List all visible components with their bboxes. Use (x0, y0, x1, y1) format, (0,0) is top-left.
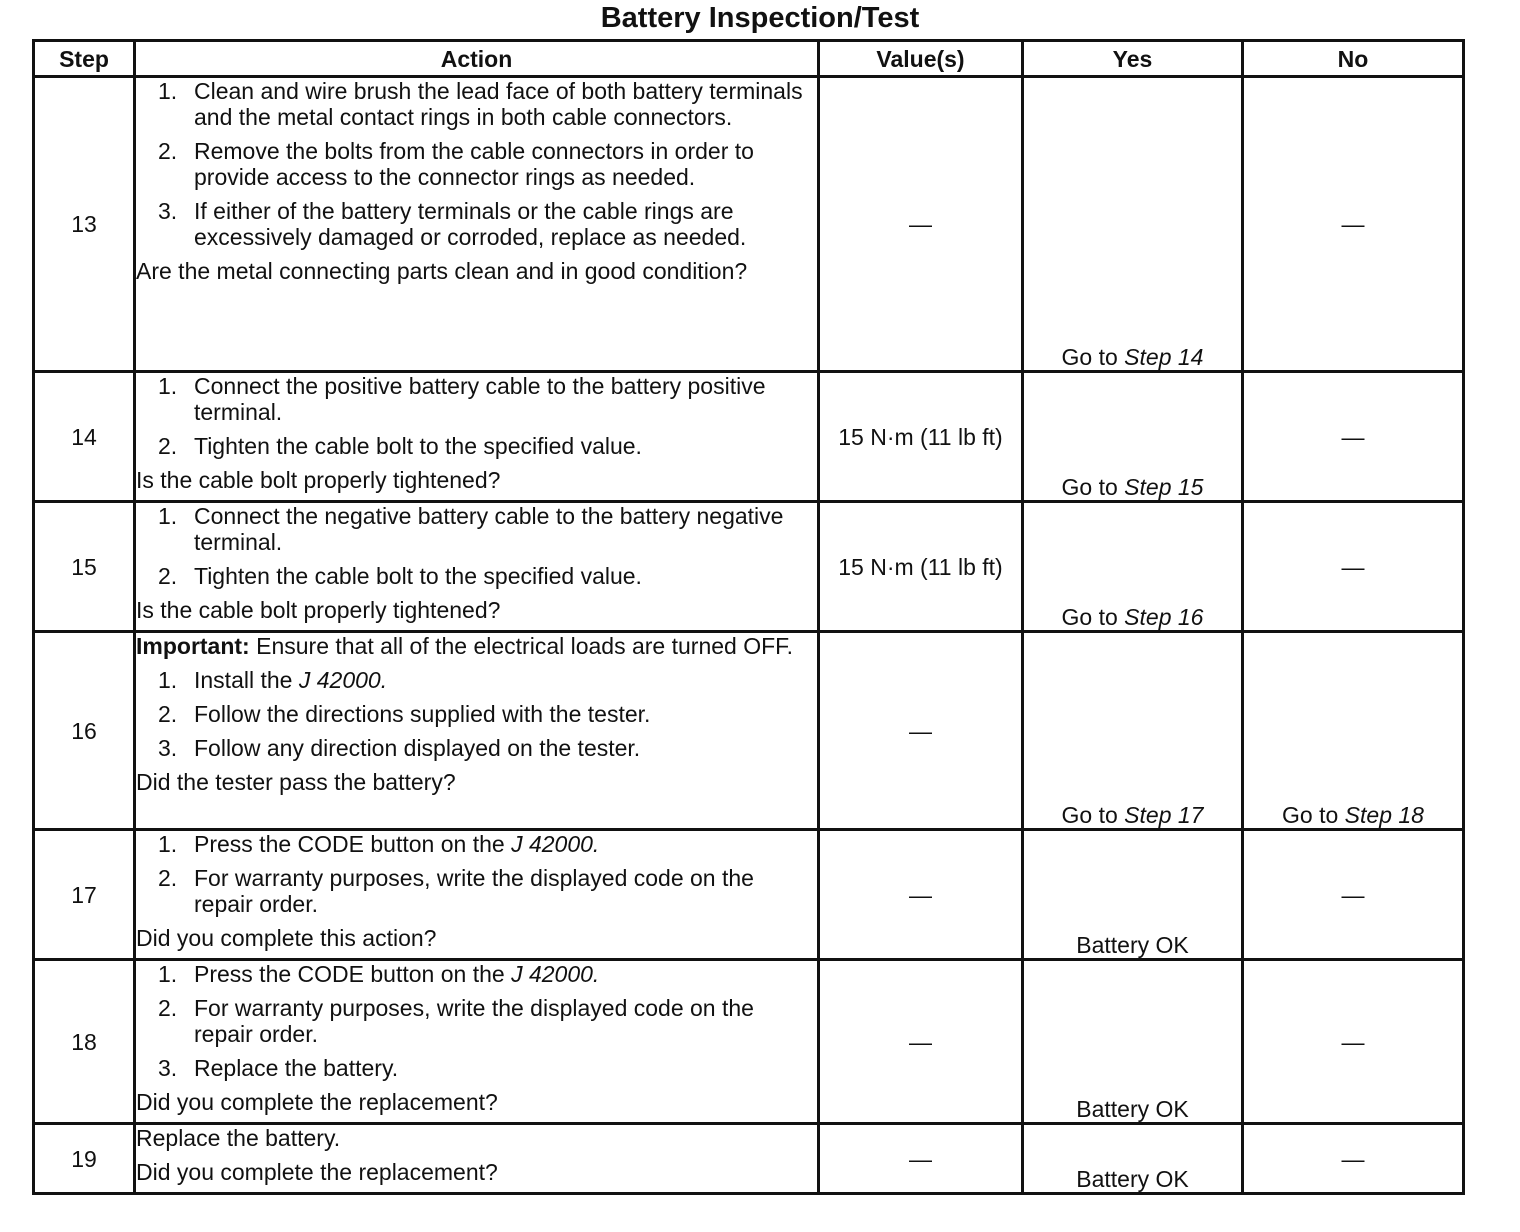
action-cell (135, 372, 819, 502)
action-cell (135, 632, 819, 830)
step-number: 18 (34, 960, 135, 1124)
step-number: 13 (34, 77, 135, 372)
yes-step-link: Step 15 (1124, 474, 1204, 500)
important-label: Important: (136, 633, 250, 659)
value-cell: — (819, 1124, 1023, 1194)
battery-test-table (32, 39, 1465, 1195)
action-list (136, 78, 817, 250)
value-cell: — (819, 960, 1023, 1124)
item-number: 1. (158, 78, 178, 104)
important-text: Ensure that all of the electrical loads are turned OFF. (256, 633, 794, 659)
action-question: Did the tester pass the battery? (136, 769, 456, 795)
header-value: Value(s) (819, 41, 1023, 77)
item-text: Install the (194, 667, 293, 693)
header-action: Action (135, 41, 819, 77)
yes-cell (1023, 632, 1243, 830)
yes-step-link: Step 17 (1124, 802, 1204, 828)
list-item (136, 138, 817, 190)
list-item (136, 667, 817, 693)
action-cell (135, 830, 819, 960)
action-cell (135, 77, 819, 372)
no-cell: — (1243, 830, 1464, 960)
item-number: 2. (158, 865, 178, 891)
yes-cell (1023, 502, 1243, 632)
action-question: Did you complete the replacement? (136, 1159, 498, 1185)
action-question: Is the cable bolt properly tightened? (136, 467, 501, 493)
item-text: Remove the bolts from the cable connectors in order to provide access to the connector rings as needed. (194, 138, 754, 190)
item-text: Follow the directions supplied with the tester. (194, 701, 651, 727)
yes-step-link: Step 16 (1124, 604, 1204, 630)
item-text: Follow any direction displayed on the tester. (194, 735, 641, 761)
item-text: Replace the battery. (194, 1055, 399, 1081)
action-cell (135, 1124, 819, 1194)
item-number: 2. (158, 563, 178, 589)
item-text: Tighten the cable bolt to the specified value. (194, 433, 642, 459)
item-number: 1. (158, 831, 178, 857)
item-text: Connect the positive battery cable to the battery positive terminal. (194, 373, 766, 425)
tool-reference: J 42000. (511, 961, 600, 987)
yes-cell: Battery OK (1023, 830, 1243, 960)
item-number: 1. (158, 667, 178, 693)
item-text: Tighten the cable bolt to the specified value. (194, 563, 642, 589)
list-item (136, 865, 817, 917)
table-row-step-18 (34, 960, 1464, 1124)
list-item (136, 831, 817, 857)
item-text: Press the CODE button on the (194, 961, 505, 987)
action-question: Did you complete the replacement? (136, 1089, 498, 1115)
action-list (136, 961, 817, 1081)
step-number: 16 (34, 632, 135, 830)
no-cell: — (1243, 960, 1464, 1124)
document-title: Battery Inspection/Test (600, 2, 920, 34)
list-item (136, 373, 817, 425)
go-to-label: Go to (1282, 802, 1339, 828)
header-no: No (1243, 41, 1464, 77)
list-item (136, 1055, 817, 1081)
action-list (136, 667, 817, 761)
table-row-step-14 (34, 372, 1464, 502)
step-number: 14 (34, 372, 135, 502)
go-to-label: Go to (1061, 604, 1118, 630)
yes-cell: Battery OK (1023, 1124, 1243, 1194)
item-text: Connect the negative battery cable to the battery negative terminal. (194, 503, 784, 555)
item-text: Clean and wire brush the lead face of both battery terminals and the metal contact rings in both cable connectors. (194, 78, 803, 130)
action-line: Replace the battery. (136, 1125, 341, 1151)
item-text: If either of the battery terminals or the cable rings are excessively damaged or corroded, replace as needed. (194, 198, 747, 250)
item-number: 2. (158, 995, 178, 1021)
step-number: 17 (34, 830, 135, 960)
action-question: Is the cable bolt properly tightened? (136, 597, 501, 623)
item-number: 2. (158, 701, 178, 727)
list-item (136, 78, 817, 130)
item-number: 1. (158, 503, 178, 529)
item-number: 2. (158, 433, 178, 459)
no-cell (1243, 632, 1464, 830)
go-to-label: Go to (1061, 474, 1118, 500)
no-cell: — (1243, 1124, 1464, 1194)
table-row-step-17 (34, 830, 1464, 960)
list-item (136, 701, 817, 727)
list-item (136, 433, 817, 459)
item-text: Press the CODE button on the (194, 831, 505, 857)
action-list (136, 831, 817, 917)
value-cell: — (819, 77, 1023, 372)
value-cell: 15 N·m (11 lb ft) (819, 372, 1023, 502)
no-cell: — (1243, 77, 1464, 372)
step-number: 15 (34, 502, 135, 632)
value-cell: 15 N·m (11 lb ft) (819, 502, 1023, 632)
action-question: Did you complete this action? (136, 925, 437, 951)
action-cell (135, 502, 819, 632)
header-row (34, 41, 1464, 77)
yes-cell (1023, 372, 1243, 502)
table-row-step-15 (34, 502, 1464, 632)
go-to-label: Go to (1061, 802, 1118, 828)
yes-step-link: Step 14 (1124, 344, 1204, 370)
item-text: For warranty purposes, write the displayed code on the repair order. (194, 995, 754, 1047)
header-step: Step (34, 41, 135, 77)
list-item (136, 503, 817, 555)
yes-cell (1023, 77, 1243, 372)
go-to-label: Go to (1061, 344, 1118, 370)
item-number: 2. (158, 138, 178, 164)
table-row-step-19 (34, 1124, 1464, 1194)
tool-reference: J 42000. (298, 667, 388, 693)
yes-cell: Battery OK (1023, 960, 1243, 1124)
table-row-step-13 (34, 77, 1464, 372)
action-question: Are the metal connecting parts clean and in good condition? (136, 258, 748, 284)
item-text: For warranty purposes, write the displayed code on the repair order. (194, 865, 754, 917)
value-cell: — (819, 830, 1023, 960)
item-number: 3. (158, 198, 178, 224)
table-row-step-16 (34, 632, 1464, 830)
tool-reference: J 42000. (511, 831, 600, 857)
list-item (136, 995, 817, 1047)
action-list (136, 503, 817, 589)
item-number: 1. (158, 373, 178, 399)
item-number: 3. (158, 1055, 178, 1081)
action-list (136, 373, 817, 459)
important-note (136, 633, 817, 659)
list-item (136, 735, 817, 761)
no-cell: — (1243, 502, 1464, 632)
action-cell (135, 960, 819, 1124)
step-number: 19 (34, 1124, 135, 1194)
no-cell: — (1243, 372, 1464, 502)
value-cell: — (819, 632, 1023, 830)
list-item (136, 563, 817, 589)
item-number: 3. (158, 735, 178, 761)
item-number: 1. (158, 961, 178, 987)
list-item (136, 961, 817, 987)
list-item (136, 198, 817, 250)
no-step-link: Step 18 (1344, 802, 1424, 828)
header-yes: Yes (1023, 41, 1243, 77)
